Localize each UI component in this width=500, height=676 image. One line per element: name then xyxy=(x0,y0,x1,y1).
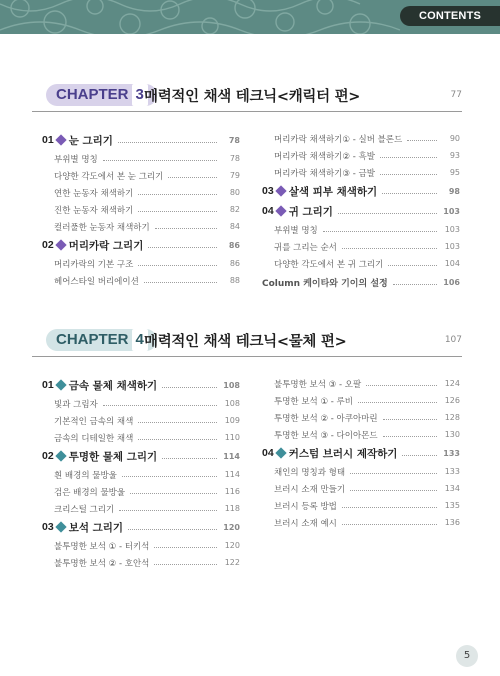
dotted-leader xyxy=(148,247,217,248)
toc-subsection-row xyxy=(42,255,240,272)
dotted-leader xyxy=(138,439,217,440)
dotted-leader xyxy=(350,490,437,491)
chapter-3-title: 매력적인 채색 테크닉<캐릭터 편> xyxy=(144,89,361,105)
toc-entry-page: 103 xyxy=(444,242,460,251)
toc-entry-page: 82 xyxy=(229,205,240,214)
toc-entry-title: 브러시 소재 예시 xyxy=(274,518,337,529)
toc-subsection-row xyxy=(42,150,240,167)
toc-entry-page: 109 xyxy=(224,416,240,425)
toc-entry-page: 86 xyxy=(228,240,240,250)
toc-entry-page: 130 xyxy=(444,430,460,439)
toc-entry-page: 110 xyxy=(224,433,240,442)
toc-entry-page: 135 xyxy=(444,501,460,510)
toc-entry-page: 80 xyxy=(229,188,240,197)
toc-entry-title: 금속 물체 채색하기 xyxy=(68,379,158,392)
toc-entry-page: 133 xyxy=(444,467,460,476)
dotted-leader xyxy=(119,510,217,511)
diamond-bullet-icon xyxy=(275,185,286,196)
toc-subsection-row xyxy=(262,514,460,531)
toc-entry-page: 124 xyxy=(444,379,460,388)
diamond-bullet-icon xyxy=(55,450,66,461)
toc-entry-title: 브러시 소재 만들기 xyxy=(274,484,346,495)
toc-subsection-row xyxy=(262,164,460,181)
toc-entry-page: 128 xyxy=(444,413,460,422)
toc-entry-title: 금속의 디테일한 채색 xyxy=(54,433,134,444)
toc-subsection-row xyxy=(42,537,240,554)
toc-subsection-row xyxy=(262,255,460,272)
dotted-leader xyxy=(162,387,217,388)
toc-section-row xyxy=(262,181,460,201)
toc-subsection-row xyxy=(42,412,240,429)
toc-entry-page: 114 xyxy=(223,451,240,461)
chapter-label: CHAPTER xyxy=(56,331,129,348)
toc-entry-page: 114 xyxy=(224,470,240,479)
toc-entry-title: 머리카락 그리기 xyxy=(68,239,144,252)
dotted-leader xyxy=(380,157,437,158)
dotted-leader xyxy=(138,211,217,212)
chapter-4-header xyxy=(32,325,462,357)
dotted-leader xyxy=(138,194,217,195)
toc-entry-title: 부위별 명칭 xyxy=(274,225,318,236)
toc-entry-page: 103 xyxy=(444,225,460,234)
toc-entry-page: 90 xyxy=(449,134,460,143)
diamond-bullet-icon xyxy=(275,447,286,458)
toc-entry-title: 귀를 그리는 순서 xyxy=(274,242,337,253)
toc-entry-page: 136 xyxy=(444,518,460,527)
toc-entry-page: 78 xyxy=(228,135,240,145)
chapter-label: CHAPTER xyxy=(56,86,129,103)
contents-tab: CONTENTS xyxy=(400,6,500,26)
section-number: 02 xyxy=(42,239,54,251)
toc-entry-title: 투명한 보석 ③ - 다이아몬드 xyxy=(274,430,378,441)
toc-entry-title: 흰 배경의 물방울 xyxy=(54,470,117,481)
toc-entry-title: 검은 배경의 물방울 xyxy=(54,487,126,498)
toc-entry-title: 불투명한 보석 ③ - 오팔 xyxy=(274,379,362,390)
toc-subsection-row xyxy=(42,218,240,235)
toc-entry-title: 헤어스타일 버리에이션 xyxy=(54,276,139,287)
section-number: 03 xyxy=(42,521,54,533)
toc-subsection-row xyxy=(262,375,460,392)
dotted-leader xyxy=(342,507,437,508)
toc-subsection-row xyxy=(262,480,460,497)
dotted-leader xyxy=(144,282,217,283)
toc-entry-page: 116 xyxy=(224,487,240,496)
toc-entry-page: 78 xyxy=(229,154,240,163)
dotted-leader xyxy=(342,248,437,249)
dotted-leader xyxy=(103,160,217,161)
toc-entry-title: 커스텀 브러시 제작하기 xyxy=(288,447,398,460)
toc-entry-page: 79 xyxy=(229,171,240,180)
toc-entry-title: 빛과 그림자 xyxy=(54,399,98,410)
toc-entry-page: 133 xyxy=(443,448,460,458)
toc-subsection-row xyxy=(262,463,460,480)
toc-entry-page: 120 xyxy=(224,541,240,550)
toc-entry-title: 진한 눈동자 채색하기 xyxy=(54,205,134,216)
toc-section-row xyxy=(262,201,460,221)
toc-subsection-row xyxy=(42,483,240,500)
diamond-bullet-icon xyxy=(55,379,66,390)
toc-entry-page: 93 xyxy=(449,151,460,160)
toc-subsection-row xyxy=(42,466,240,483)
section-number: 04 xyxy=(262,205,274,217)
toc-entry-page: 108 xyxy=(223,380,240,390)
toc-entry-page: 95 xyxy=(449,168,460,177)
toc-entry-title: 부위별 명칭 xyxy=(54,154,98,165)
section-number: 02 xyxy=(42,450,54,462)
dotted-leader xyxy=(154,564,217,565)
dotted-leader xyxy=(383,436,437,437)
toc-section-row xyxy=(262,443,460,463)
toc-entry-page: 126 xyxy=(444,396,460,405)
toc-entry-title: 브러시 등록 방법 xyxy=(274,501,337,512)
toc-subsection-row xyxy=(42,184,240,201)
dotted-leader xyxy=(154,547,217,548)
dotted-leader xyxy=(138,422,217,423)
top-decorative-band xyxy=(0,0,500,34)
diamond-bullet-icon xyxy=(55,134,66,145)
toc-entry-title: 연한 눈동자 채색하기 xyxy=(54,188,134,199)
section-number: 01 xyxy=(42,379,54,391)
chapter-3-header xyxy=(32,80,462,112)
dotted-leader xyxy=(103,405,217,406)
toc-entry-page: 106 xyxy=(443,277,460,287)
toc-entry-page: 104 xyxy=(444,259,460,268)
toc-subsection-row xyxy=(262,426,460,443)
chapter-number: 4 xyxy=(132,329,148,351)
page-number: 5 xyxy=(456,645,478,667)
chapter-3-left-column xyxy=(42,130,240,289)
toc-entry-title: 머리카락 채색하기② - 흑발 xyxy=(274,151,375,162)
dotted-leader xyxy=(338,213,437,214)
dotted-leader xyxy=(382,193,437,194)
toc-entry-title: 살색 피부 채색하기 xyxy=(288,185,378,198)
dotted-leader xyxy=(393,284,437,285)
toc-section-row xyxy=(42,235,240,255)
chapter-divider xyxy=(32,111,462,112)
toc-entry-title: 머리카락 채색하기③ - 금발 xyxy=(274,168,375,179)
toc-subsection-row xyxy=(42,554,240,571)
dotted-leader xyxy=(130,493,217,494)
toc-entry-page: 88 xyxy=(229,276,240,285)
toc-subsection-row xyxy=(42,201,240,218)
toc-subsection-row xyxy=(262,409,460,426)
toc-entry-title: 다양한 각도에서 본 귀 그리기 xyxy=(274,259,384,270)
toc-section-row xyxy=(42,375,240,395)
toc-entry-page: 134 xyxy=(444,484,460,493)
chapter-divider xyxy=(32,356,462,357)
toc-entry-page: 98 xyxy=(448,186,460,196)
chapter-4-badge xyxy=(46,329,157,351)
toc-entry-title: 다양한 각도에서 본 눈 그리기 xyxy=(54,171,164,182)
diamond-bullet-icon xyxy=(275,205,286,216)
dotted-leader xyxy=(162,458,217,459)
toc-entry-page: 122 xyxy=(224,558,240,567)
toc-entry-page: 103 xyxy=(443,206,460,216)
chapter-number: 3 xyxy=(132,84,148,106)
toc-subsection-row xyxy=(262,147,460,164)
dotted-leader xyxy=(402,455,437,456)
toc-subsection-row xyxy=(42,272,240,289)
toc-column-row xyxy=(262,272,460,292)
diamond-bullet-icon xyxy=(55,521,66,532)
section-number: 03 xyxy=(262,185,274,197)
toc-entry-title: 투명한 물체 그리기 xyxy=(68,450,158,463)
toc-entry-page: 120 xyxy=(223,522,240,532)
chapter-4-left-column xyxy=(42,375,240,571)
dotted-leader xyxy=(388,265,437,266)
toc-subsection-row xyxy=(42,429,240,446)
dotted-leader xyxy=(122,476,217,477)
toc-entry-title: 채인의 명칭과 형태 xyxy=(274,467,346,478)
toc-section-row xyxy=(42,446,240,466)
chapter-3-badge xyxy=(46,84,157,106)
toc-entry-page: 118 xyxy=(224,504,240,513)
toc-entry-title: 투명한 보석 ② - 아쿠아마린 xyxy=(274,413,378,424)
toc-subsection-row xyxy=(262,497,460,514)
toc-section-row xyxy=(42,517,240,537)
section-number: 04 xyxy=(262,447,274,459)
toc-entry-page: 86 xyxy=(229,259,240,268)
dotted-leader xyxy=(118,142,217,143)
toc-entry-title: 투명한 보석 ① - 루비 xyxy=(274,396,353,407)
dotted-leader xyxy=(128,529,217,530)
toc-entry-title: 귀 그리기 xyxy=(288,205,333,218)
chapter-3-right-column xyxy=(262,130,460,292)
toc-entry-title: 눈 그리기 xyxy=(68,134,113,147)
toc-entry-page: 84 xyxy=(229,222,240,231)
toc-entry-title: 컬러풀한 눈동자 채색하기 xyxy=(54,222,150,233)
toc-subsection-row xyxy=(262,221,460,238)
toc-subsection-row xyxy=(262,392,460,409)
toc-subsection-row xyxy=(262,130,460,147)
dotted-leader xyxy=(366,385,437,386)
chapter-3-page: 77 xyxy=(450,90,462,100)
dotted-leader xyxy=(138,265,217,266)
dotted-leader xyxy=(323,231,437,232)
toc-subsection-row xyxy=(262,238,460,255)
toc-entry-title: 머리카락 채색하기① - 실버 블론드 xyxy=(274,134,403,145)
chapter-4-right-column xyxy=(262,375,460,531)
toc-entry-title: 기본적인 금속의 채색 xyxy=(54,416,134,427)
chapter-4-page: 107 xyxy=(444,335,462,345)
dotted-leader xyxy=(350,473,437,474)
chapter-4-title: 매력적인 채색 테크닉<물체 편> xyxy=(144,334,347,350)
toc-entry-title: 크리스털 그리기 xyxy=(54,504,115,515)
dotted-leader xyxy=(358,402,437,403)
toc-entry-title: 보석 그리기 xyxy=(68,521,124,534)
toc-entry-page: 108 xyxy=(224,399,240,408)
diamond-bullet-icon xyxy=(55,239,66,250)
toc-subsection-row xyxy=(42,167,240,184)
dotted-leader xyxy=(380,174,437,175)
dotted-leader xyxy=(407,140,437,141)
toc-entry-title: 불투명한 보석 ① - 터키석 xyxy=(54,541,150,552)
dotted-leader xyxy=(342,524,437,525)
toc-entry-title: 머리카락의 기본 구조 xyxy=(54,259,134,270)
toc-subsection-row xyxy=(42,395,240,412)
toc-section-row xyxy=(42,130,240,150)
dotted-leader xyxy=(383,419,437,420)
toc-entry-title: 불투명한 보석 ② - 호안석 xyxy=(54,558,150,569)
dotted-leader xyxy=(168,177,217,178)
section-number: 01 xyxy=(42,134,54,146)
toc-entry-title: Column 케이타와 기이의 설정 xyxy=(262,278,388,289)
dotted-leader xyxy=(155,228,217,229)
toc-subsection-row xyxy=(42,500,240,517)
